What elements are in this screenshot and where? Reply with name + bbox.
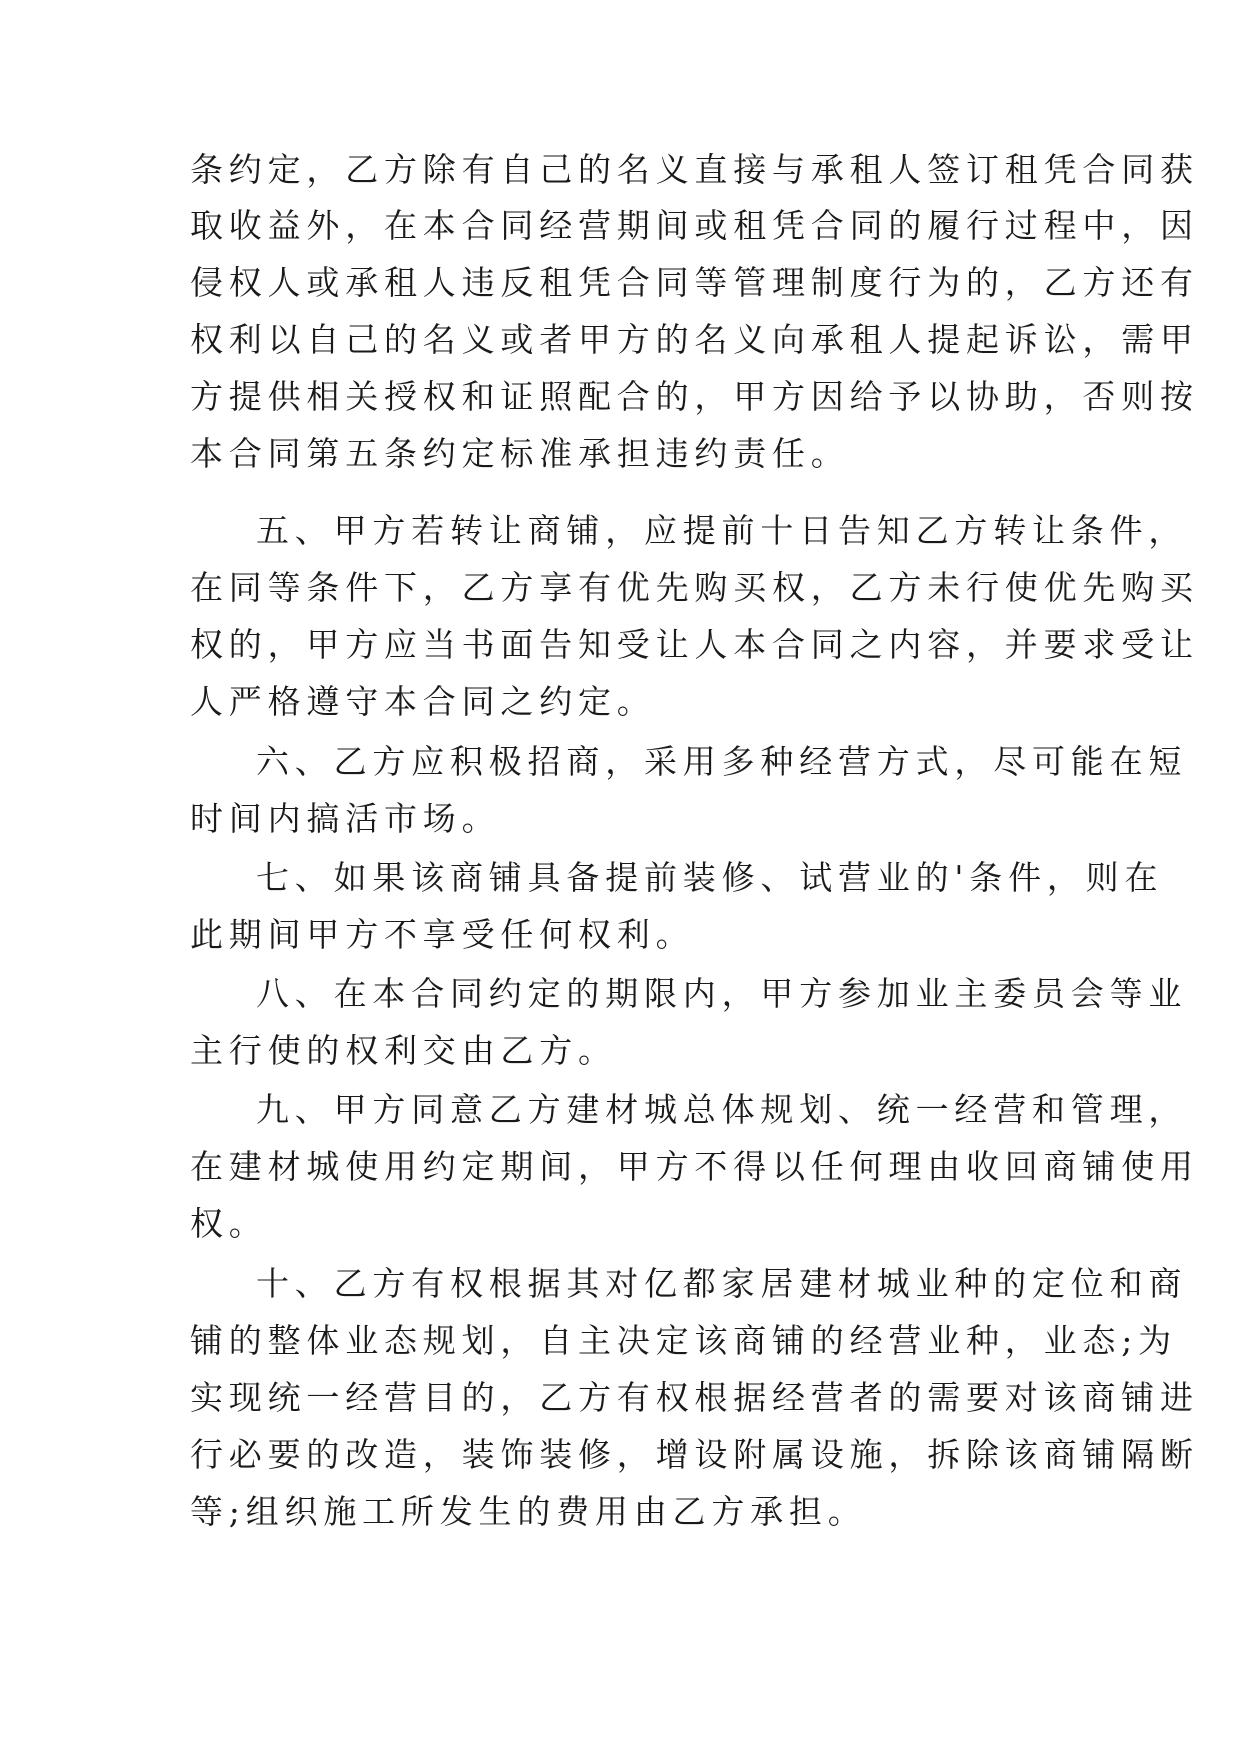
text-line: 人严格遵守本合同之约定。 — [190, 682, 656, 721]
text-line: 本合同第五条约定标准承担违约责任。 — [190, 434, 850, 473]
text-line: 在建材城使用约定期间，甲方不得以任何理由收回商铺使用 — [190, 1147, 1199, 1186]
text-line: 侵权人或承租人违反租凭合同等管理制度行为的，乙方还有 — [190, 263, 1199, 302]
text-line: 时间内搞活市场。 — [190, 799, 501, 838]
text-line: 主行使的权利交由乙方。 — [190, 1031, 617, 1070]
text-line: 等;组织施工所发生的费用由乙方承担。 — [190, 1492, 867, 1531]
text-line: 权利以自己的名义或者甲方的名义向承租人提起诉讼，需甲 — [190, 320, 1199, 359]
text-line: 条约定，乙方除有自己的名义直接与承租人签订租凭合同获 — [190, 150, 1199, 189]
paragraph-8-first-line: 八、在本合同约定的期限内，甲方参加业主委员会等业 — [256, 974, 1188, 1013]
text-line: 行必要的改造，装饰装修，增设附属设施，拆除该商铺隔断 — [190, 1435, 1199, 1474]
paragraph-6-first-line: 六、乙方应积极招商，采用多种经营方式，尽可能在短 — [256, 742, 1188, 781]
paragraph-5-first-line: 五、甲方若转让商铺，应提前十日告知乙方转让条件， — [256, 511, 1188, 550]
text-line: 铺的整体业态规划，自主决定该商铺的经营业种，业态;为 — [190, 1321, 1177, 1360]
paragraph-7-first-line: 七、如果该商铺具备提前装修、试营业的'条件，则在 — [256, 858, 1164, 897]
text-line: 在同等条件下，乙方享有优先购买权，乙方未行使优先购买 — [190, 568, 1199, 607]
text-line: 取收益外，在本合同经营期间或租凭合同的履行过程中，因 — [190, 206, 1199, 245]
paragraph-10-first-line: 十、乙方有权根据其对亿都家居建材城业种的定位和商 — [256, 1264, 1188, 1303]
paragraph-9-first-line: 九、甲方同意乙方建材城总体规划、统一经营和管理， — [256, 1090, 1188, 1129]
text-line: 权的，甲方应当书面告知受让人本合同之内容，并要求受让 — [190, 625, 1199, 664]
text-line: 权。 — [190, 1204, 268, 1243]
text-line: 此期间甲方不享受任何权利。 — [190, 915, 695, 954]
text-line: 实现统一经营目的，乙方有权根据经营者的需要对该商铺进 — [190, 1378, 1199, 1417]
text-line: 方提供相关授权和证照配合的，甲方因给予以协助，否则按 — [190, 377, 1199, 416]
